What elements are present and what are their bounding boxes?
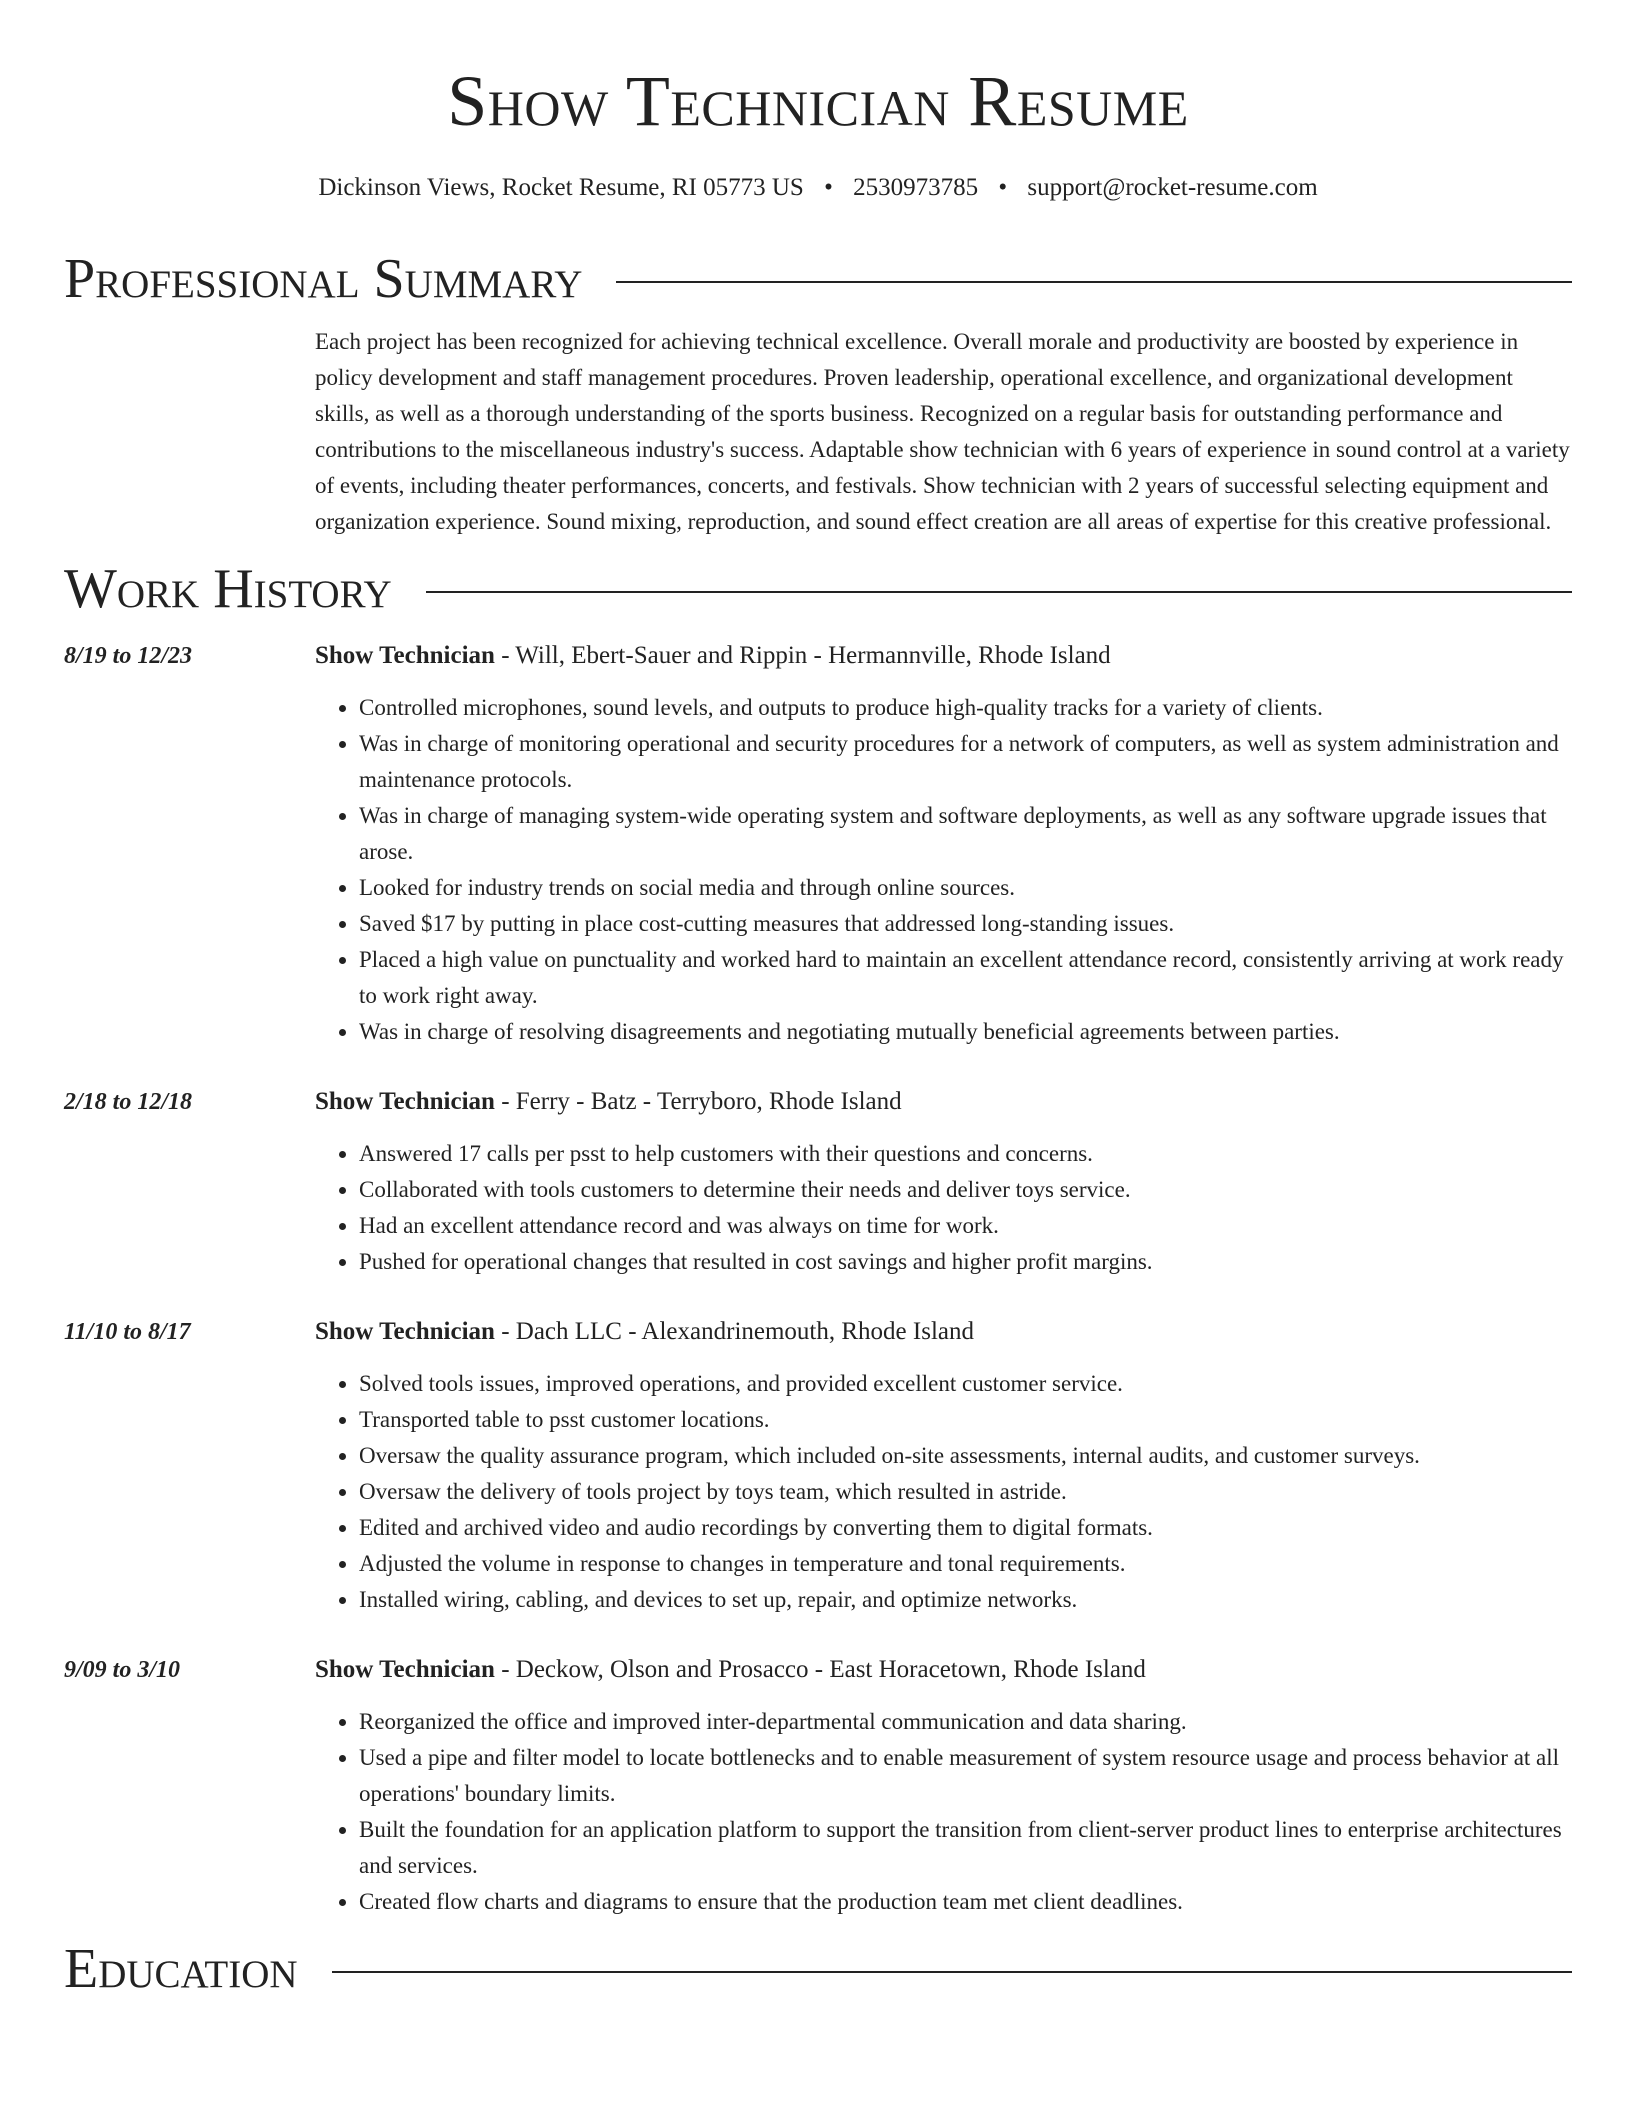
job-heading: [315, 638, 1572, 674]
section-title-work-history: Work History: [64, 558, 392, 620]
job-bullet: • Adjusted the volume in response to changes in temperature and tonal requirements.: [359, 1546, 1572, 1582]
job-bullet: • Created flow charts and diagrams to ensure that the production team met client deadlines.: [359, 1884, 1572, 1920]
job-employer-location: - Dach LLC - Alexandrinemouth, Rhode Island: [494, 1318, 974, 1345]
section-divider: [616, 281, 1572, 283]
section-title-education: Education: [64, 1938, 298, 2000]
job-bullets: [315, 1366, 1572, 1618]
job-bullet: • Oversaw the quality assurance program, which included on-site assessments, internal audits, and customer surveys.: [359, 1438, 1572, 1474]
job-bullet: • Used a pipe and filter model to locate bottlenecks and to enable measurement of system resource usage and process behavior at all operations' boundary limits.: [359, 1740, 1572, 1812]
job-bullet: • Oversaw the delivery of tools project by toys team, which resulted in astride.: [359, 1474, 1572, 1510]
job-dates: 9/09 to 3/10: [64, 1657, 181, 1683]
job-heading: [315, 1084, 1572, 1120]
job-bullet: • Pushed for operational changes that resulted in cost savings and higher profit margins.: [359, 1244, 1572, 1280]
job-bullet: • Built the foundation for an application platform to support the transition from client-server product lines to enterprise architectures and services.: [359, 1812, 1572, 1884]
contact-line: [64, 172, 1572, 204]
job-employer-location: - Ferry - Batz - Terryboro, Rhode Island: [494, 1088, 902, 1115]
job-bullet: • Was in charge of monitoring operational and security procedures for a network of computers, as well as system administration and maintenance protocols.: [359, 726, 1572, 798]
contact-separator: •: [824, 174, 833, 201]
job-bullet: • Solved tools issues, improved operations, and provided excellent customer service.: [359, 1366, 1572, 1402]
section-divider: [332, 1971, 1572, 1973]
job-body: [315, 1314, 1572, 1618]
job-employer-location: - Will, Ebert-Sauer and Rippin - Hermannville, Rhode Island: [494, 642, 1111, 669]
job-entry: [64, 1084, 1572, 1280]
job-title: Show Technician: [315, 642, 495, 669]
job-title: Show Technician: [315, 1318, 495, 1345]
job-bullet: • Was in charge of resolving disagreements and negotiating mutually beneficial agreements between parties.: [359, 1014, 1572, 1050]
resume-page: [64, 0, 1572, 2004]
job-dates: 8/19 to 12/23: [64, 643, 193, 669]
job-bullet: • Looked for industry trends on social media and through online sources.: [359, 870, 1572, 906]
job-bullet: • Controlled microphones, sound levels, and outputs to produce high-quality tracks for a variety of clients.: [359, 690, 1572, 726]
job-bullet: • Saved $17 by putting in place cost-cutting measures that addressed long-standing issues.: [359, 906, 1572, 942]
contact-separator: •: [998, 174, 1008, 201]
section-header-work-history: [64, 554, 1572, 624]
job-title: Show Technician: [315, 1656, 495, 1683]
job-bullets: [315, 1704, 1572, 1920]
contact-address: Dickinson Views, Rocket Resume, RI 05773 US: [318, 174, 804, 201]
job-heading: [315, 1652, 1572, 1688]
job-bullet: • Answered 17 calls per psst to help customers with their questions and concerns.: [359, 1136, 1572, 1172]
section-title-summary: Professional Summary: [64, 248, 583, 310]
section-divider: [426, 591, 1572, 593]
job-bullet: • Collaborated with tools customers to determine their needs and deliver toys service.: [359, 1172, 1572, 1208]
job-bullets: [315, 690, 1572, 1050]
job-bullet: • Placed a high value on punctuality and worked hard to maintain an excellent attendance record, consistently arriving at work ready to work right away.: [359, 942, 1572, 1014]
job-dates: 2/18 to 12/18: [64, 1089, 193, 1115]
job-entry: [64, 1314, 1572, 1618]
contact-phone: 2530973785: [853, 174, 979, 201]
job-bullet: • Was in charge of managing system-wide operating system and software deployments, as well as any software upgrade issues that arose.: [359, 798, 1572, 870]
job-heading: [315, 1314, 1572, 1350]
contact-email: support@rocket-resume.com: [1027, 174, 1318, 201]
job-list: [64, 638, 1572, 1920]
job-employer-location: - Deckow, Olson and Prosacco - East Horacetown, Rhode Island: [494, 1656, 1146, 1683]
job-body: [315, 638, 1572, 1050]
job-bullet: • Transported table to psst customer locations.: [359, 1402, 1572, 1438]
job-bullet: • Installed wiring, cabling, and devices to set up, repair, and optimize networks.: [359, 1582, 1572, 1618]
job-entry: [64, 638, 1572, 1050]
job-title: Show Technician: [315, 1088, 495, 1115]
job-bullets: [315, 1136, 1572, 1280]
resume-title: Show Technician Resume: [447, 61, 1189, 141]
job-body: [315, 1652, 1572, 1920]
job-bullet: • Edited and archived video and audio recordings by converting them to digital formats.: [359, 1510, 1572, 1546]
section-header-summary: [64, 244, 1572, 314]
summary-text: Each project has been recognized for achieving technical excellence. Overall morale and productivity are boosted by experience in policy development and staff management procedures. Proven leadership, operational excellence, and organizational development skills, as well as a thorough understanding of the sports business. Recognized on a regular basis for outstanding performance and contributions to the miscellaneous industry's success. Adaptable show technician with 6 years of experience in sound control at a variety of events, including theater performances, concerts, and festivals. Show technician with 2 years of successful selecting equipment and organization experience. Sound mixing, reproduction, and sound effect creation are all areas of expertise for this creative professional.: [315, 329, 1570, 534]
job-bullet: • Reorganized the office and improved inter-departmental communication and data sharing.: [359, 1704, 1572, 1740]
job-body: [315, 1084, 1572, 1280]
section-header-education: [64, 1934, 1572, 2004]
job-dates: 11/10 to 8/17: [64, 1319, 191, 1345]
job-entry: [64, 1652, 1572, 1920]
job-bullet: • Had an excellent attendance record and was always on time for work.: [359, 1208, 1572, 1244]
